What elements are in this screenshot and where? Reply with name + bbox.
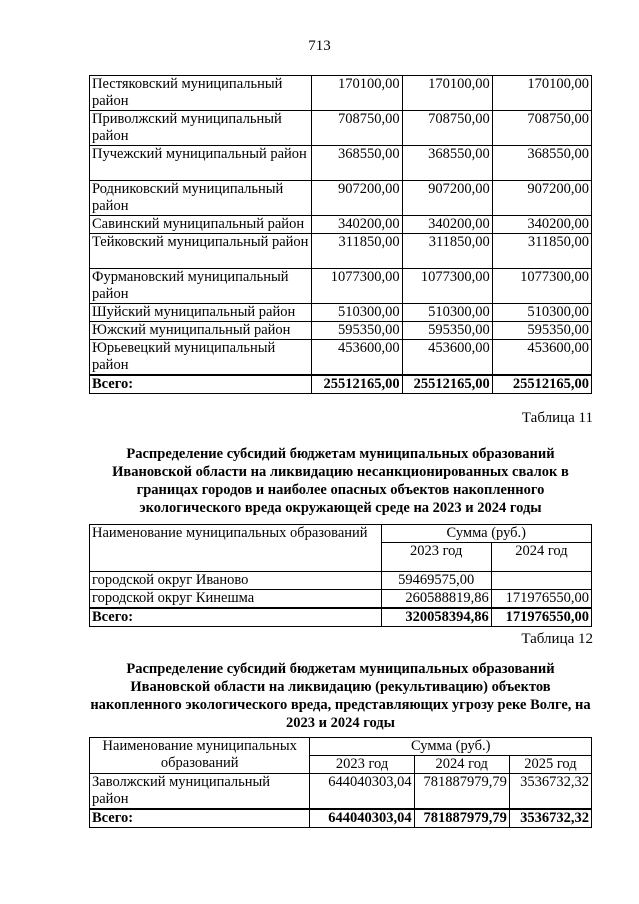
table-row [90,572,592,590]
row-value-2: 453600,00 [402,340,492,376]
row-name: Родниковский муниципальный район [90,181,312,216]
row-name: Фурмановский муниципальный район [90,269,312,304]
table-row [90,269,592,304]
row-value-3: 453600,00 [492,340,591,376]
row-value-2: 510300,00 [402,304,492,322]
total-value-3: 25512165,00 [492,375,591,394]
table-row [90,322,592,340]
header-year-2024: 2024 год [491,543,591,572]
row-value-2: 311850,00 [402,234,492,269]
row-value-3: 907200,00 [492,181,591,216]
total-row [90,608,592,627]
total-row [90,375,592,394]
row-value-2: 595350,00 [402,322,492,340]
total-value-2: 171976550,00 [491,608,591,627]
row-name: Тейковский муниципальный район [90,234,312,269]
total-label: Всего: [90,809,310,828]
row-value-2: 368550,00 [402,146,492,181]
row-name: городской округ Иваново [90,572,382,590]
header-year-2024: 2024 год [414,756,509,774]
row-value-2: 340200,00 [402,216,492,234]
row-value-3: 595350,00 [492,322,591,340]
row-value-1: 708750,00 [312,111,402,146]
total-value-2: 25512165,00 [402,375,492,394]
header-name: Наименование муниципальных образований [90,738,310,774]
row-value-1: 453600,00 [312,340,402,376]
row-name: Приволжский муниципальный район [90,111,312,146]
subsidy-table-continuation [89,75,592,394]
table-row [90,340,592,376]
table-row [90,234,592,269]
total-label: Всего: [90,375,312,394]
header-sum: Сумма (руб.) [310,738,592,756]
total-value-1: 25512165,00 [312,375,402,394]
table-12-caption: Таблица 12 [521,631,593,647]
row-value-1: 260588819,86 [381,590,491,609]
header-year-2023: 2023 год [381,543,491,572]
row-value-3: 311850,00 [492,234,591,269]
row-value-3: 1077300,00 [492,269,591,304]
total-value-1: 320058394,86 [381,608,491,627]
table-12-title: Распределение субсидий бюджетам муниципальных образований Ивановской области на ликвидацию (рекультивацию) объектов накопленного экологического вреда, представляющих угрозу реке Волге, на 2023 и 2024 годы [90,661,591,731]
header-year-2025: 2025 год [509,756,591,774]
table-row [90,76,592,111]
table-row [90,774,592,810]
total-value-1: 644040303,04 [310,809,414,828]
table-header-row [90,738,592,756]
row-value-1: 59469575,00 [381,572,491,590]
row-name: Савинский муниципальный район [90,216,312,234]
table-11-caption: Таблица 11 [521,410,593,426]
total-value-3: 3536732,32 [509,809,591,828]
row-name: Пестяковский муниципальный район [90,76,312,111]
table-row [90,181,592,216]
row-value-2: 170100,00 [402,76,492,111]
row-value-3: 340200,00 [492,216,591,234]
row-value-3: 708750,00 [492,111,591,146]
row-value-2: 781887979,79 [414,774,509,810]
row-value-3: 170100,00 [492,76,591,111]
row-value-1: 340200,00 [312,216,402,234]
row-value-2: 907200,00 [402,181,492,216]
table-row [90,216,592,234]
row-value-2: 1077300,00 [402,269,492,304]
table-row [90,146,592,181]
total-value-2: 781887979,79 [414,809,509,828]
row-name: городской округ Кинешма [90,590,382,609]
row-value-2: 708750,00 [402,111,492,146]
row-value-1: 368550,00 [312,146,402,181]
row-value-1: 170100,00 [312,76,402,111]
row-name: Южский муниципальный район [90,322,312,340]
row-value-3: 368550,00 [492,146,591,181]
row-value-2 [491,572,591,590]
row-name: Заволжский муниципальный район [90,774,310,810]
table-12 [89,737,592,828]
row-name: Пучежский муниципальный район [90,146,312,181]
row-value-1: 907200,00 [312,181,402,216]
table-11 [89,524,592,627]
table-row [90,590,592,609]
row-value-1: 510300,00 [312,304,402,322]
row-value-1: 644040303,04 [310,774,414,810]
row-name: Юрьевецкий муниципальный район [90,340,312,376]
total-label: Всего: [90,608,382,627]
table-row [90,111,592,146]
row-value-1: 311850,00 [312,234,402,269]
row-value-3: 3536732,32 [509,774,591,810]
header-year-2023: 2023 год [310,756,414,774]
table-row [90,304,592,322]
table-11-title: Распределение субсидий бюджетам муниципальных образований Ивановской области на ликвидацию несанкционированных свалок в границах городов и наиболее опасных объектов накопленного экологического вреда окружающей среде на 2023 и 2024 годы [112,446,569,516]
row-value-3: 510300,00 [492,304,591,322]
total-row [90,809,592,828]
page-number: 713 [308,38,331,54]
header-name: Наименование муниципальных образований [90,525,382,572]
header-sum: Сумма (руб.) [381,525,591,543]
row-value-2: 171976550,00 [491,590,591,609]
table-header-row [90,525,592,543]
row-value-1: 1077300,00 [312,269,402,304]
row-value-1: 595350,00 [312,322,402,340]
row-name: Шуйский муниципальный район [90,304,312,322]
